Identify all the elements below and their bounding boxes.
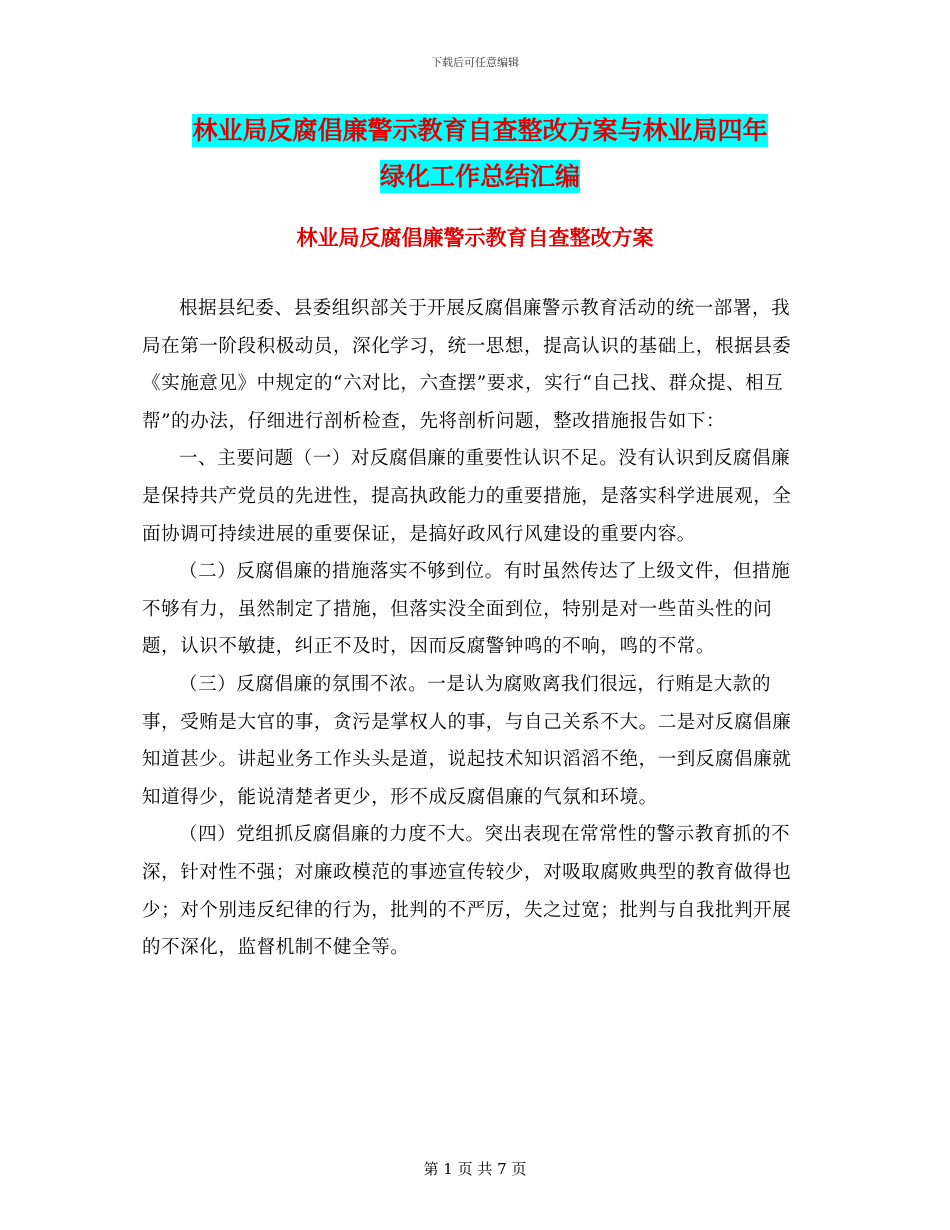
page-number: 第 1 页 共 7 页 [423,1160,527,1178]
paragraph-issue-1: 一、主要问题（一）对反腐倡廉的重要性认识不足。没有认识到反腐倡廉是保持共产党员的先进性，提高执政能力的重要措施，是落实科学进展观，全面协调可持续进展的重要保证，是搞好政风行风建设的重要内容。 [142,448,792,545]
header-note: 下载后可任意编辑 [431,56,519,69]
paragraph-issue-3: （三）反腐倡廉的氛围不浓。一是认为腐败离我们很远，行贿是大款的事，受贿是大官的事，贪污是掌权人的事，与自己关系不大。二是对反腐倡廉知道甚少。讲起业务工作头头是道，说起技术知识滔滔不绝，一到反腐倡廉就知道得少，能说清楚者更少，形不成反腐倡廉的气氛和环境。 [142,673,792,808]
title-line-2: 绿化工作总结汇编 [379,162,580,191]
paragraph-issue-4: （四）党组抓反腐倡廉的力度不大。突出表现在常常性的警示教育抓的不深，针对性不强；对廉政模范的事迹宣传较少，对吸取腐败典型的教育做得也少；对个别违反纪律的行为，批判的不严厉，失之过宽；批判与自我批判开展的不深化，监督机制不健全等。 [142,824,792,959]
title-line-1: 林业局反腐倡廉警示教育自查整改方案与林业局四年 [192,116,768,145]
document-title [140,108,820,200]
paragraph-issue-2: （二）反腐倡廉的措施落实不够到位。有时虽然传达了上级文件，但措施不够有力，虽然制定了措施，但落实没全面到位，特别是对一些苗头性的问题，认识不敏捷，纠正不及时，因而反腐警钟鸣的不响，鸣的不常。 [142,561,791,658]
paragraph-intro: 根据县纪委、县委组织部关于开展反腐倡廉警示教育活动的统一部署，我局在第一阶段积极动员，深化学习，统一思想，提高认识的基础上，根据县委《实施意见》中规定的“六对比，六查摆”要求，实行“自己找、群众提、相互帮”的办法，仔细进行剖析检查，先将剖析问题，整改措施报告如下： [142,298,792,432]
section-title: 林业局反腐倡廉警示教育自查整改方案 [296,226,654,250]
document-body [142,290,802,967]
